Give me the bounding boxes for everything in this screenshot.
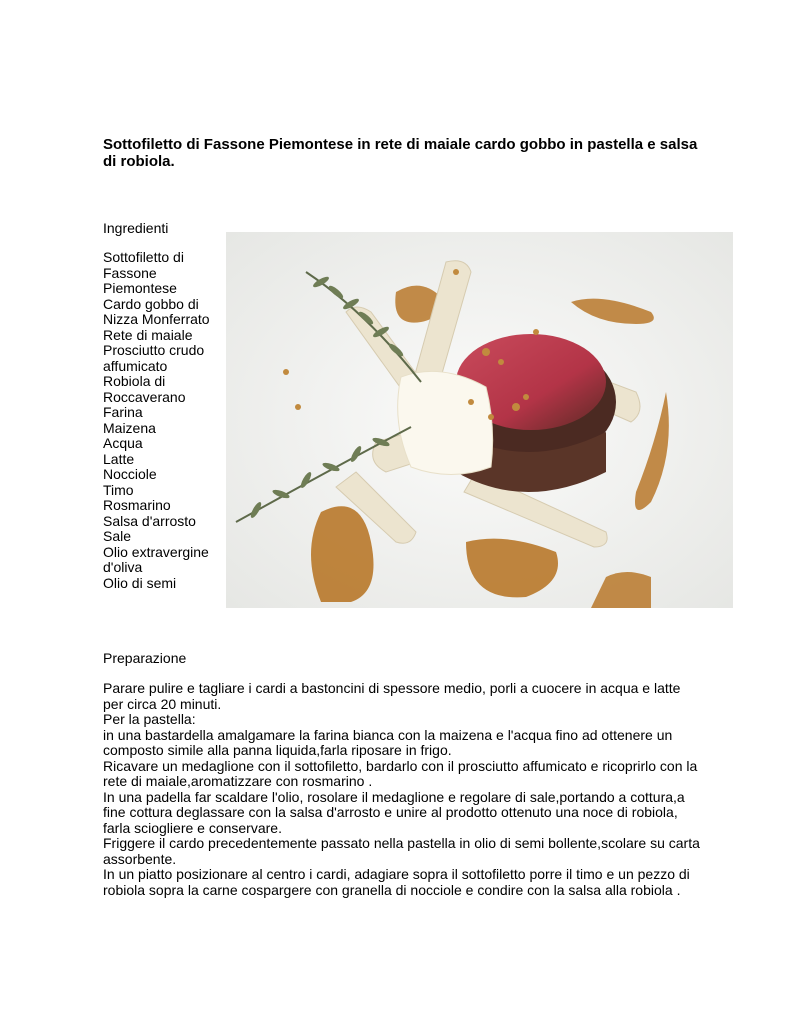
ingredient-item: Robiola di Roccaverano [103, 373, 186, 405]
ingredient-item: Prosciutto crudo affumicato [103, 342, 205, 374]
ingredient-item: Cardo gobbo di Nizza Monferrato [103, 295, 210, 327]
ingredients-list [103, 250, 218, 591]
ingredient-item: Nocciole [103, 466, 157, 482]
ingredient-item: Acqua [103, 435, 143, 451]
ingredients-heading: Ingredienti [103, 220, 169, 236]
preparation-step: Parare pulire e tagliare i cardi a bastoncini di spessore medio, porli a cuocere in acqua e latte per circa 20 minuti. [103, 680, 681, 712]
preparation-text [103, 681, 703, 898]
ingredient-item: Sale [103, 528, 132, 544]
ingredient-item: Rete di maiale [103, 326, 193, 343]
ingredient-item: Olio di semi [103, 574, 177, 591]
preparation-step: Ricavare un medaglione con il sottofiletto, bardarlo con il prosciutto affumicato e ricoprirlo con la rete di maiale,aromatizzare con rosmarino . [103, 757, 698, 789]
dish-illustration [226, 232, 733, 608]
preparation-step: Per la pastella: [103, 711, 196, 727]
preparation-heading: Preparazione [103, 650, 187, 666]
ingredient-item: Olio extravergine d'oliva [103, 543, 209, 575]
recipe-title: Sottofiletto di Fassone Piemontese in rete di maiale cardo gobbo in pastella e salsa di robiola. [103, 136, 698, 170]
preparation-step: in una bastardella amalgamare la farina bianca con la maizena e l'acqua fino ad ottenere un composto simile alla panna liquida,farla riposare in frigo. [103, 726, 673, 758]
ingredient-item: Farina [103, 404, 143, 420]
preparation-step: In una padella far scaldare l'olio, rosolare il medaglione e regolare di sale,portando a cottura,a fine cottura deglassare con la salsa d'arrosto e unire al prodotto ottenuto una noce di robiola, farla sciogliere e conservare. [103, 788, 685, 836]
ingredient-item: Latte [103, 450, 135, 467]
dish-photo [226, 232, 733, 608]
ingredient-item: Timo [103, 481, 134, 498]
ingredient-item: Rosmarino [103, 497, 171, 513]
preparation-step: In un piatto posizionare al centro i cardi, adagiare sopra il sottofiletto porre il timo e un pezzo di robiola sopra la carne cospargere con granella di nocciole e condire con la salsa alla robiola . [103, 866, 690, 898]
ingredient-item: Maizena [103, 419, 156, 436]
preparation-step: Friggere il cardo precedentemente passato nella pastella in olio di semi bollente,scolare su carta assorbente. [103, 835, 700, 867]
ingredient-item: Sottofiletto di Fassone Piemontese [103, 249, 184, 296]
ingredient-item: Salsa d'arrosto [103, 512, 196, 529]
